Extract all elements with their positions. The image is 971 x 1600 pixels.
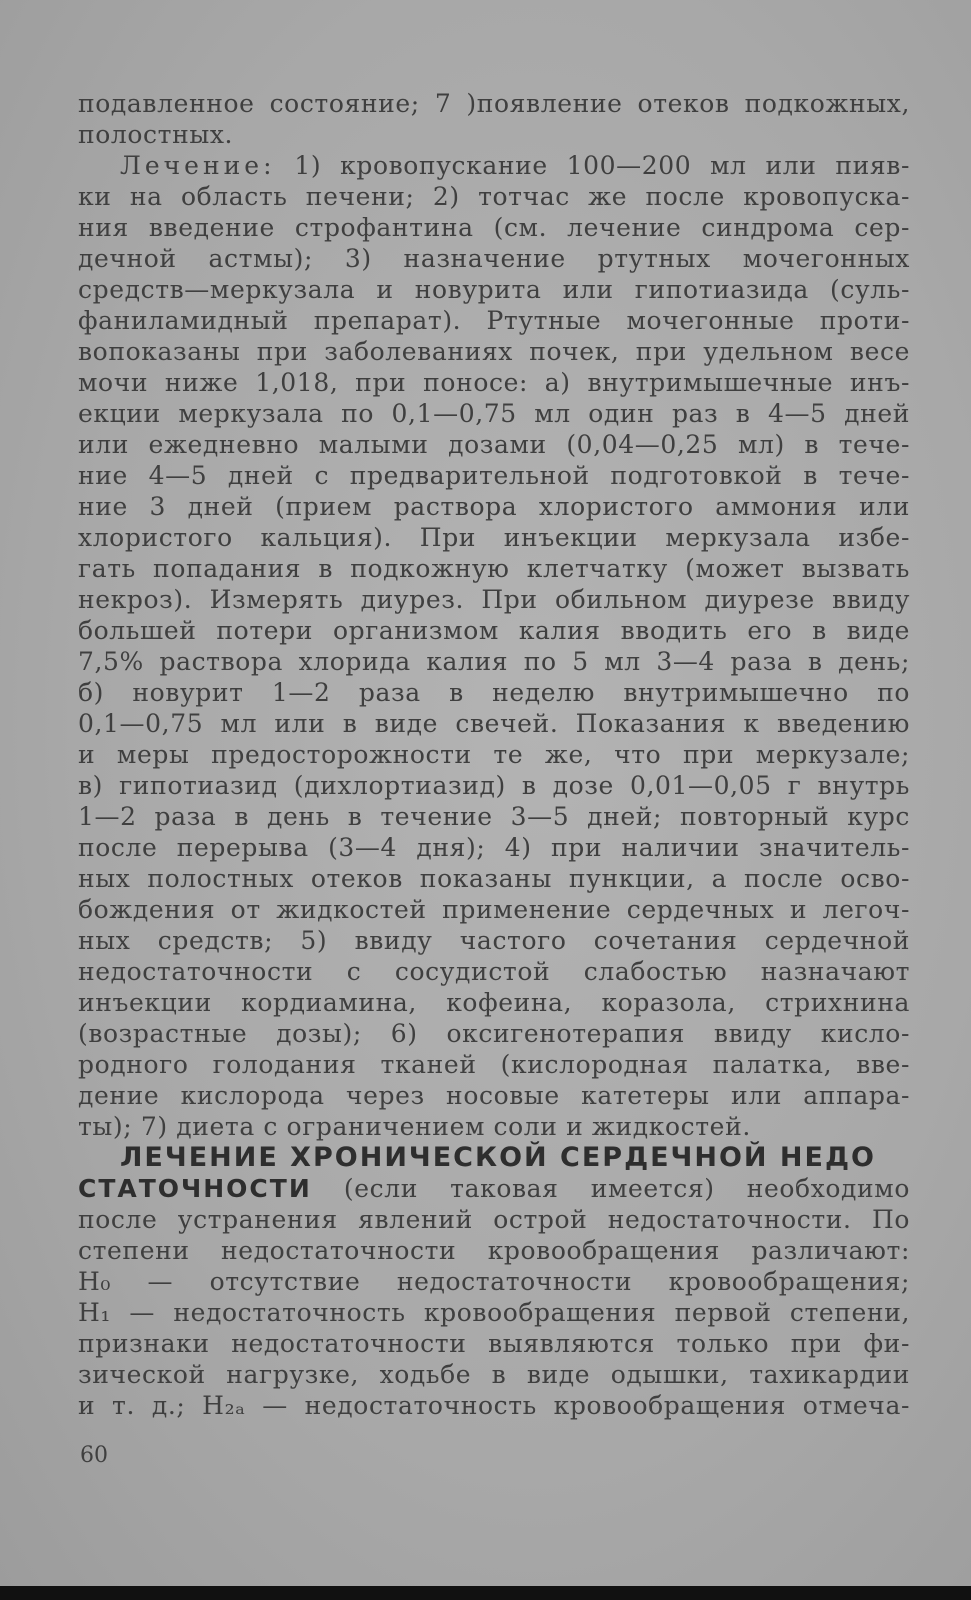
text-line: в) гипотиазид (дихлортиазид) в дозе 0,01—0,05 г внутрь	[78, 771, 910, 800]
text-line: 7,5% раствора хлорида калия по 5 мл 3—4 раза в день;	[78, 647, 910, 676]
text-line: зической нагрузке, ходьбе в виде одышки, тахикардии	[78, 1360, 910, 1389]
text-line: ние 4—5 дней с предварительной подготовкой в тече-	[78, 461, 910, 490]
text-line: вопоказаны при заболеваниях почек, при удельном весе	[78, 337, 910, 366]
text-line: признаки недостаточности выявляются только при фи-	[78, 1329, 910, 1358]
text-line: ки на область печени; 2) тотчас же после кровопуска-	[78, 182, 910, 211]
text-line: подавленное состояние; 7 )появление отеков подкожных,	[78, 89, 910, 118]
text-line: мочи ниже 1,018, при поносе: а) внутримышечные инъ-	[78, 368, 910, 397]
section-heading: ЛЕЧЕНИЕ ХРОНИЧЕСКОЙ СЕРДЕЧНОЙ НЕДО	[120, 1142, 876, 1173]
text-line: ных полостных отеков показаны пункции, а после осво-	[78, 864, 910, 893]
text-line: и меры предосторожности те же, что при меркузале;	[78, 740, 910, 769]
text-line: родного голодания тканей (кислородная палатка, вве-	[78, 1050, 910, 1079]
page-number: 60	[80, 1443, 108, 1468]
text-line: ния введение строфантина (см. лечение синдрома сер-	[78, 213, 910, 242]
text-line: ты); 7) диета с ограничением соли и жидкостей.	[78, 1112, 751, 1141]
text-line: фаниламидный препарат). Ртутные мочегонные проти-	[78, 306, 910, 335]
text-line: степени недостаточности кровообращения различают:	[78, 1236, 910, 1265]
text-line: (возрастные дозы); 6) оксигенотерапия ввиду кисло-	[78, 1019, 910, 1048]
text-line: после перерыва (3—4 дня); 4) при наличии значитель-	[78, 833, 910, 862]
heading-followup-text: (если таковая имеется) необходимо	[311, 1174, 910, 1203]
text-line: большей потери организмом калия вводить его в виде	[78, 616, 910, 645]
text-line: хлористого кальция). При инъекции меркузала избе-	[78, 523, 910, 552]
text-line: после устранения явлений острой недостаточности. По	[78, 1205, 910, 1234]
text-line: дечной астмы); 3) назначение ртутных мочегонных	[78, 244, 910, 273]
text-line: ние 3 дней (прием раствора хлористого аммония или	[78, 492, 910, 521]
text-line: ных средств; 5) ввиду частого сочетания сердечной	[78, 926, 910, 955]
treatment-paragraph-start	[78, 150, 910, 181]
text-line: H₀ — отсутствие недостаточности кровообращения;	[78, 1267, 910, 1296]
text-line: полостных.	[78, 120, 234, 149]
text-line: или ежедневно малыми дозами (0,04—0,25 мл) в тече-	[78, 430, 910, 459]
text-line: инъекции кордиамина, кофеина, коразола, стрихнина	[78, 988, 910, 1017]
section-heading-end: СТАТОЧНОСТИ	[78, 1174, 312, 1203]
text-line: гать попадания в подкожную клетчатку (может вызвать	[78, 554, 910, 583]
section-heading-continuation	[78, 1173, 910, 1204]
bottom-edge-bar	[0, 1586, 971, 1600]
text-line: б) новурит 1—2 раза в неделю внутримышечно по	[78, 678, 910, 707]
text-block	[78, 88, 910, 1421]
section-heading-line	[78, 1142, 910, 1173]
text-line: недостаточности с сосудистой слабостью назначают	[78, 957, 910, 986]
treatment-text: 1) кровопускание 100—200 мл или пияв-	[275, 151, 910, 180]
text-line: некроз). Измерять диурез. При обильном диурезе ввиду	[78, 585, 910, 614]
text-line: бождения от жидкостей применение сердечных и легоч-	[78, 895, 910, 924]
text-line: H₁ — недостаточность кровообращения первой степени,	[78, 1298, 910, 1327]
treatment-label: Лечение:	[120, 151, 276, 180]
text-line: екции меркузала по 0,1—0,75 мл один раз в 4—5 дней	[78, 399, 910, 428]
text-line: средств—меркузала и новурита или гипотиазида (суль-	[78, 275, 910, 304]
text-line: дение кислорода через носовые катетеры или аппара-	[78, 1081, 910, 1110]
text-line: и т. д.; H₂ₐ — недостаточность кровообращения отмеча-	[78, 1391, 910, 1420]
text-line: 1—2 раза в день в течение 3—5 дней; повторный курс	[78, 802, 910, 831]
text-line: 0,1—0,75 мл или в виде свечей. Показания к введению	[78, 709, 910, 738]
